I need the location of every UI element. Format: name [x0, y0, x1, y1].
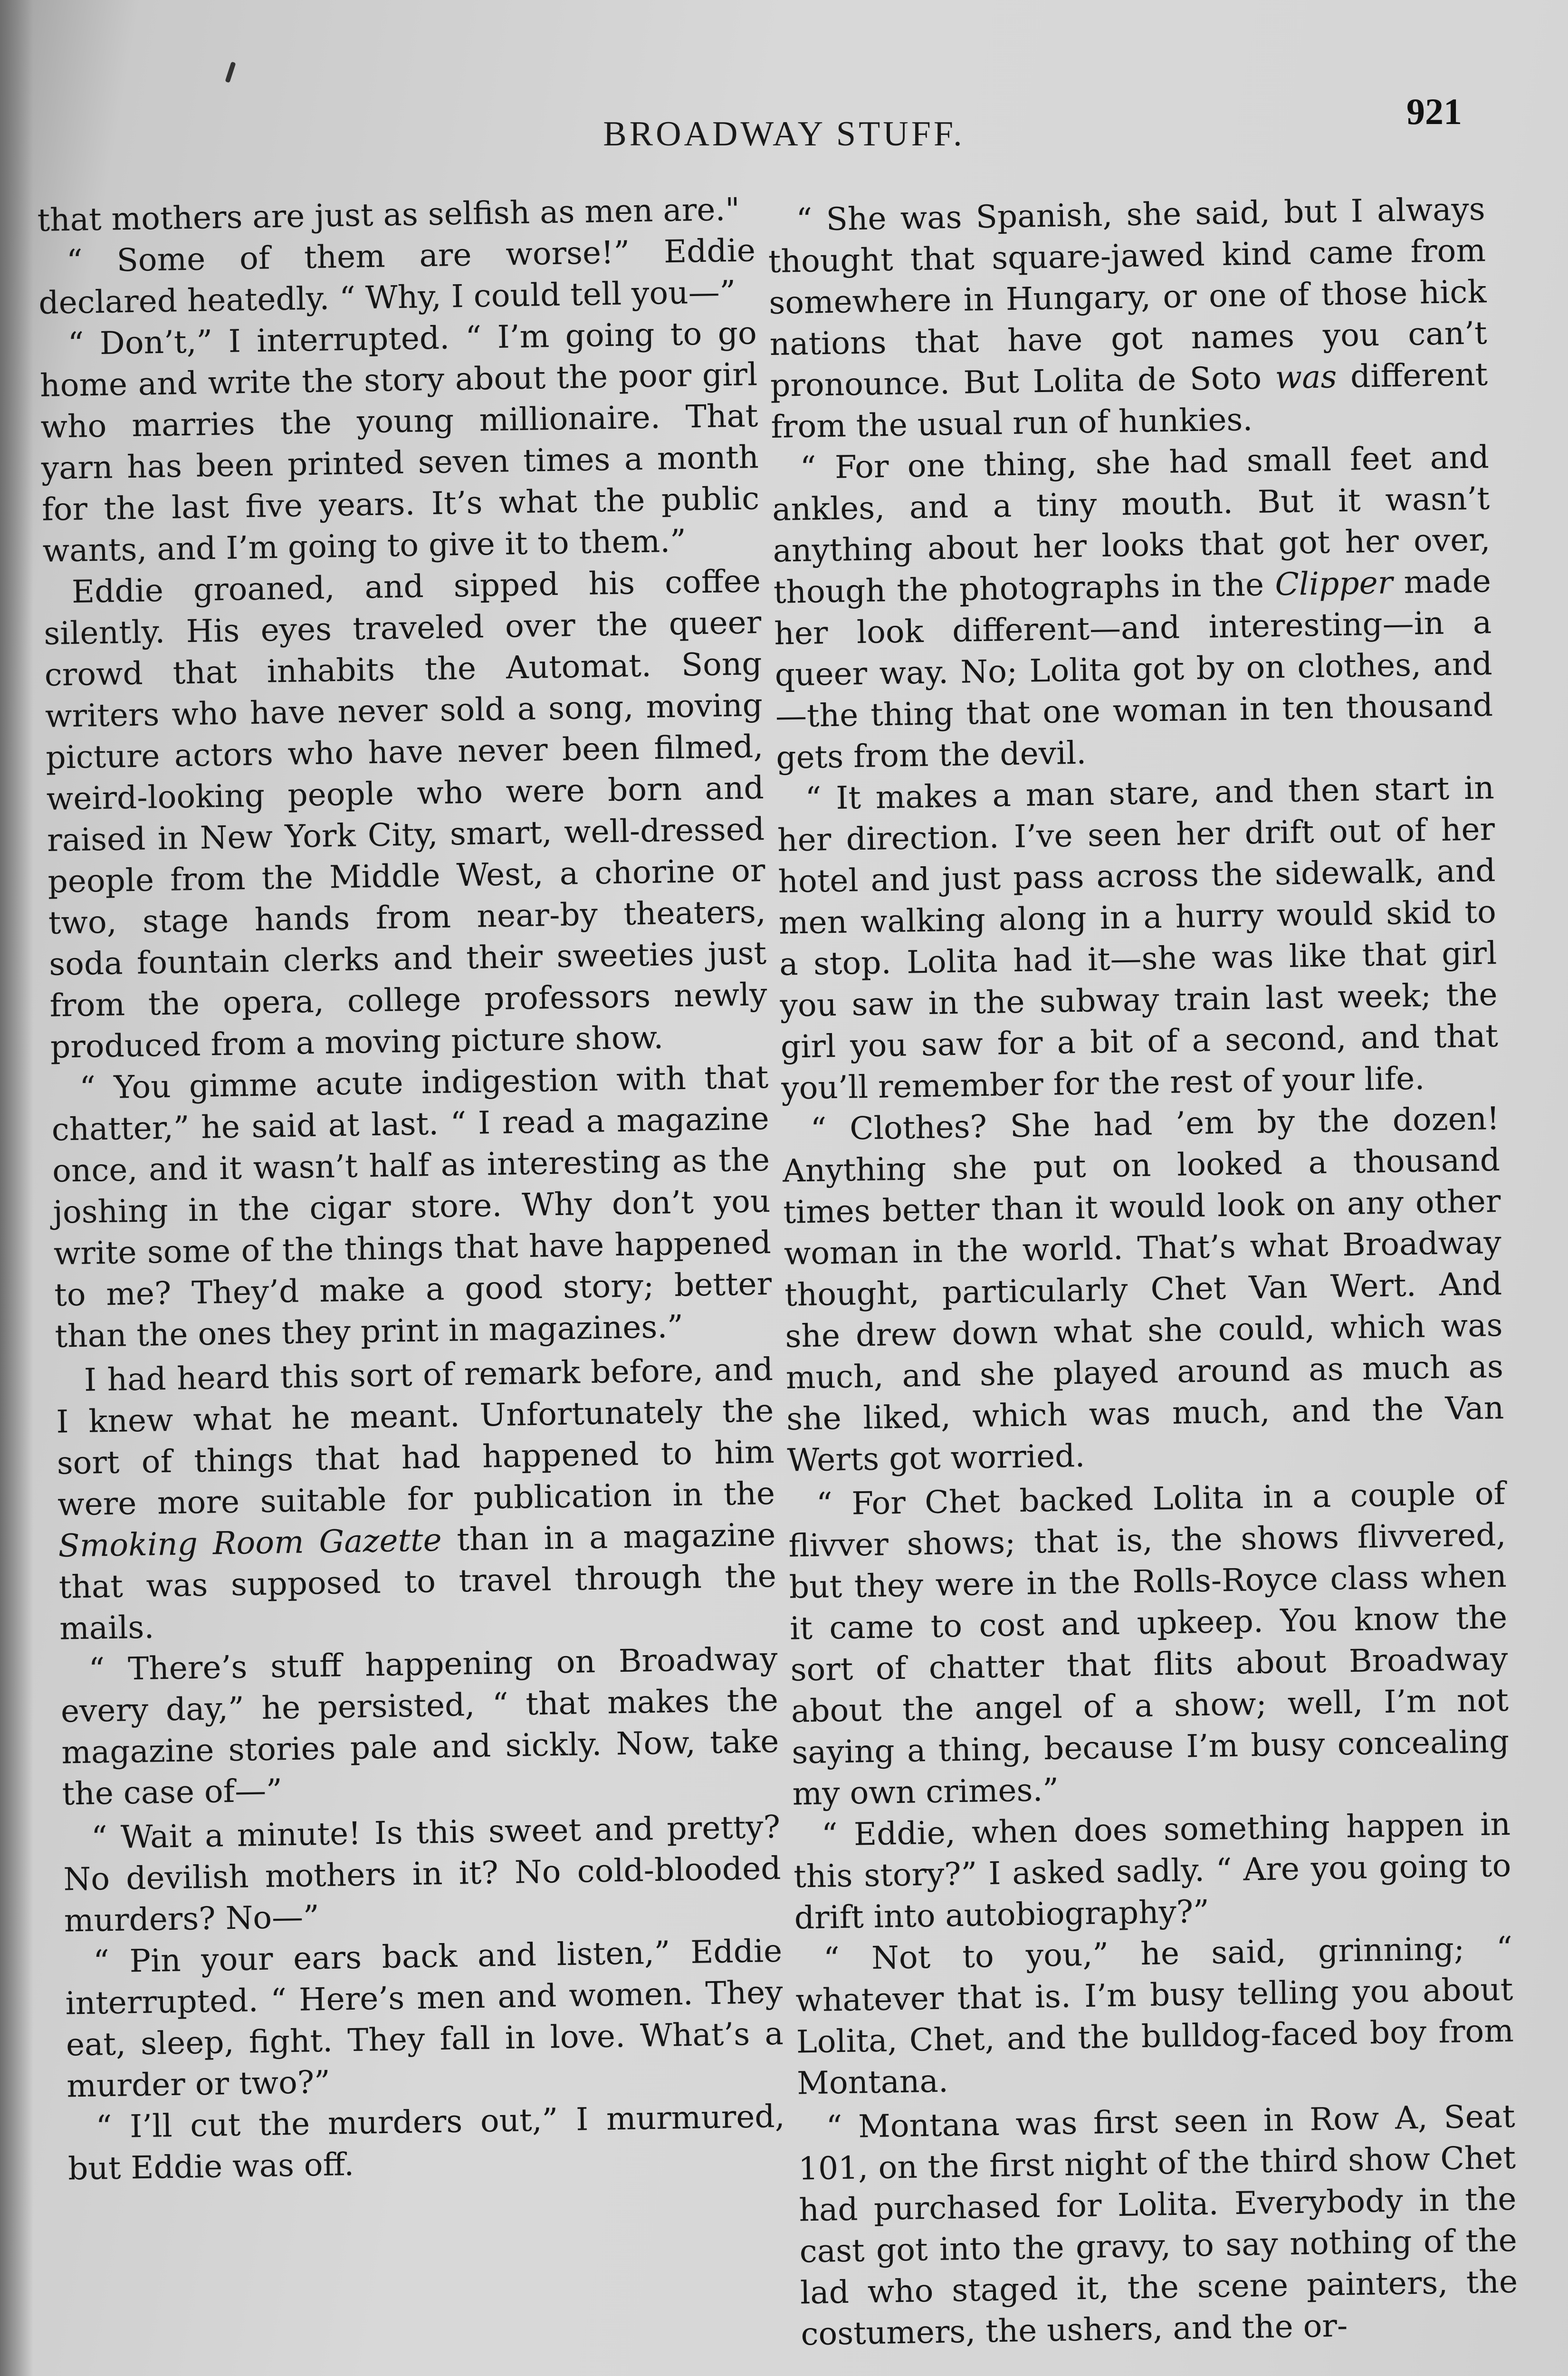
text-run: than in a magazine that was supposed to travel through the mails.: [58, 1516, 777, 1647]
left-column: [37, 188, 786, 2189]
paragraph: “ Wait a minute! Is this sweet and pretty? No devilish mothers in it? No cold-blooded murders? No—”: [63, 1808, 781, 1939]
paragraph: [771, 436, 1494, 778]
paragraph: “ It makes a man stare, and then start in her direction. I’ve seen her drift out of her hotel and just pass across the sidewalk, and men walking along in a hurry would skid to a stop. Lolita had it—she was like that girl you saw in the subway train last week; the girl you saw for a bit of a second, and that you’ll remember for the rest of your life.: [777, 769, 1499, 1107]
italic-title: Smoking Room Gazette: [57, 1521, 442, 1564]
paragraph: that mothers are just as selfish as men are.": [37, 191, 740, 239]
ink-speck: [225, 62, 236, 83]
paragraph: “ You gimme acute indigestion with that chatter,” he said at last. “ I read a magazine once, and it wasn’t half as interesting as the joshing in the cigar store. Why don’t you write some of the things that have happened to me? They’d make a good story; better than the ones they print in magazines.”: [51, 1059, 772, 1355]
running-head: BROADWAY STUFF.: [603, 115, 965, 153]
paragraph: “ Clothes? She had ’em by the dozen! Anything she put on looked a thousand times better than it would look on any other woman in the world. That’s what Broadway thought, particularly Chet Van Wert. And she drew down what she could, which was much, and she played around as much as she liked, which was much, and the Van Werts got worried.: [782, 1100, 1504, 1479]
paragraph: “ Not to you,” he said, grinning; “ whatever that is. I’m busy telling you about Lolita, Chet, and the bulldog-faced boy from Montana.: [795, 1929, 1514, 2102]
paragraph: [55, 1349, 777, 1649]
paragraph: “ Eddie, when does something happen in this story?” I asked sadly. “ Are you going to drift into autobiography?”: [793, 1805, 1511, 1936]
paragraph: “ There’s stuff happening on Broadway every day,” he persisted, “ that makes the magazine stories pale and sickly. Now, take the case of—”: [60, 1640, 779, 1812]
text-run: “ For one thing, she had small feet and ankles, and a tiny mouth. But it wasn’t anything about her looks that got her over, though the photographs in the: [772, 439, 1491, 611]
italic-title: Clipper: [1274, 564, 1393, 603]
text-run: made her look different—and interesting—in a queer way. No; Lolita got by on clothes, and—the thing that one woman in ten thousand gets from the devil.: [774, 563, 1493, 776]
paragraph: [767, 188, 1489, 448]
right-column: [767, 188, 1519, 2355]
paragraph: Eddie groaned, and sipped his coffee silently. His eyes traveled over the queer crowd that inhabits the Automat. Song writers who have never sold a song, moving picture actors who have never been filmed, weird-looking people who were born and raised in New York City, smart, well-dressed people from the Middle West, a chorine or two, stage hands from near-by theaters, soda fountain clerks and their sweeties just from the opera, college professors newly produced from a moving picture show.: [43, 563, 768, 1065]
page-number: 921: [1406, 91, 1462, 132]
paragraph: “ Pin your ears back and listen,” Eddie interrupted. “ Here’s men and women. They eat, sleep, fight. They fall in love. What’s a murder or two?”: [65, 1932, 784, 2105]
binding-shadow: [0, 0, 33, 2376]
text-run: different from the usual run of hunkies.: [770, 356, 1488, 445]
text-run: “ She was Spanish, she said, but I always thought that square-jawed kind came from somewhere in Hungary, or one of those hick nations that have got names you can’t pronounce. But Lolita de Soto: [768, 191, 1488, 404]
paragraph: “ Some of them are worse!” Eddie declared heatedly. “ Why, I could tell you—”: [38, 232, 756, 321]
paragraph: “ For Chet backed Lolita in a couple of flivver shows; that is, the shows flivvered, but they were in the Rolls-Royce class when it came to cost and upkeep. You know the sort of chatter that flits about Broadway about the angel of a show; well, I’m not saying a thing, because I’m busy concealing my own crimes.”: [788, 1475, 1510, 1812]
paragraph: “ I’ll cut the murders out,” I murmured, but Eddie was off.: [67, 2098, 785, 2187]
italic-word: was: [1275, 358, 1338, 396]
paragraph: “ Montana was first seen in Row A, Seat 101, on the first night of the third show Chet had purchased for Lolita. Everybody in the cast got into the gravy, to say nothing of the lad who staged it, the scene painters, the costumers, the ushers, and the or-: [798, 2098, 1518, 2353]
text-run: I had heard this sort of remark before, and I knew what he meant. Unfortunately the sort of things that had happened to him were more suitable for publication in the: [56, 1351, 775, 1523]
paragraph: “ Don’t,” I interrupted. “ I’m going to go home and write the story about the poor girl who marries the young millionaire. That yarn has been printed seven times a month for the last five years. It’s what the public wants, and I’m going to give it to them.”: [39, 315, 760, 569]
